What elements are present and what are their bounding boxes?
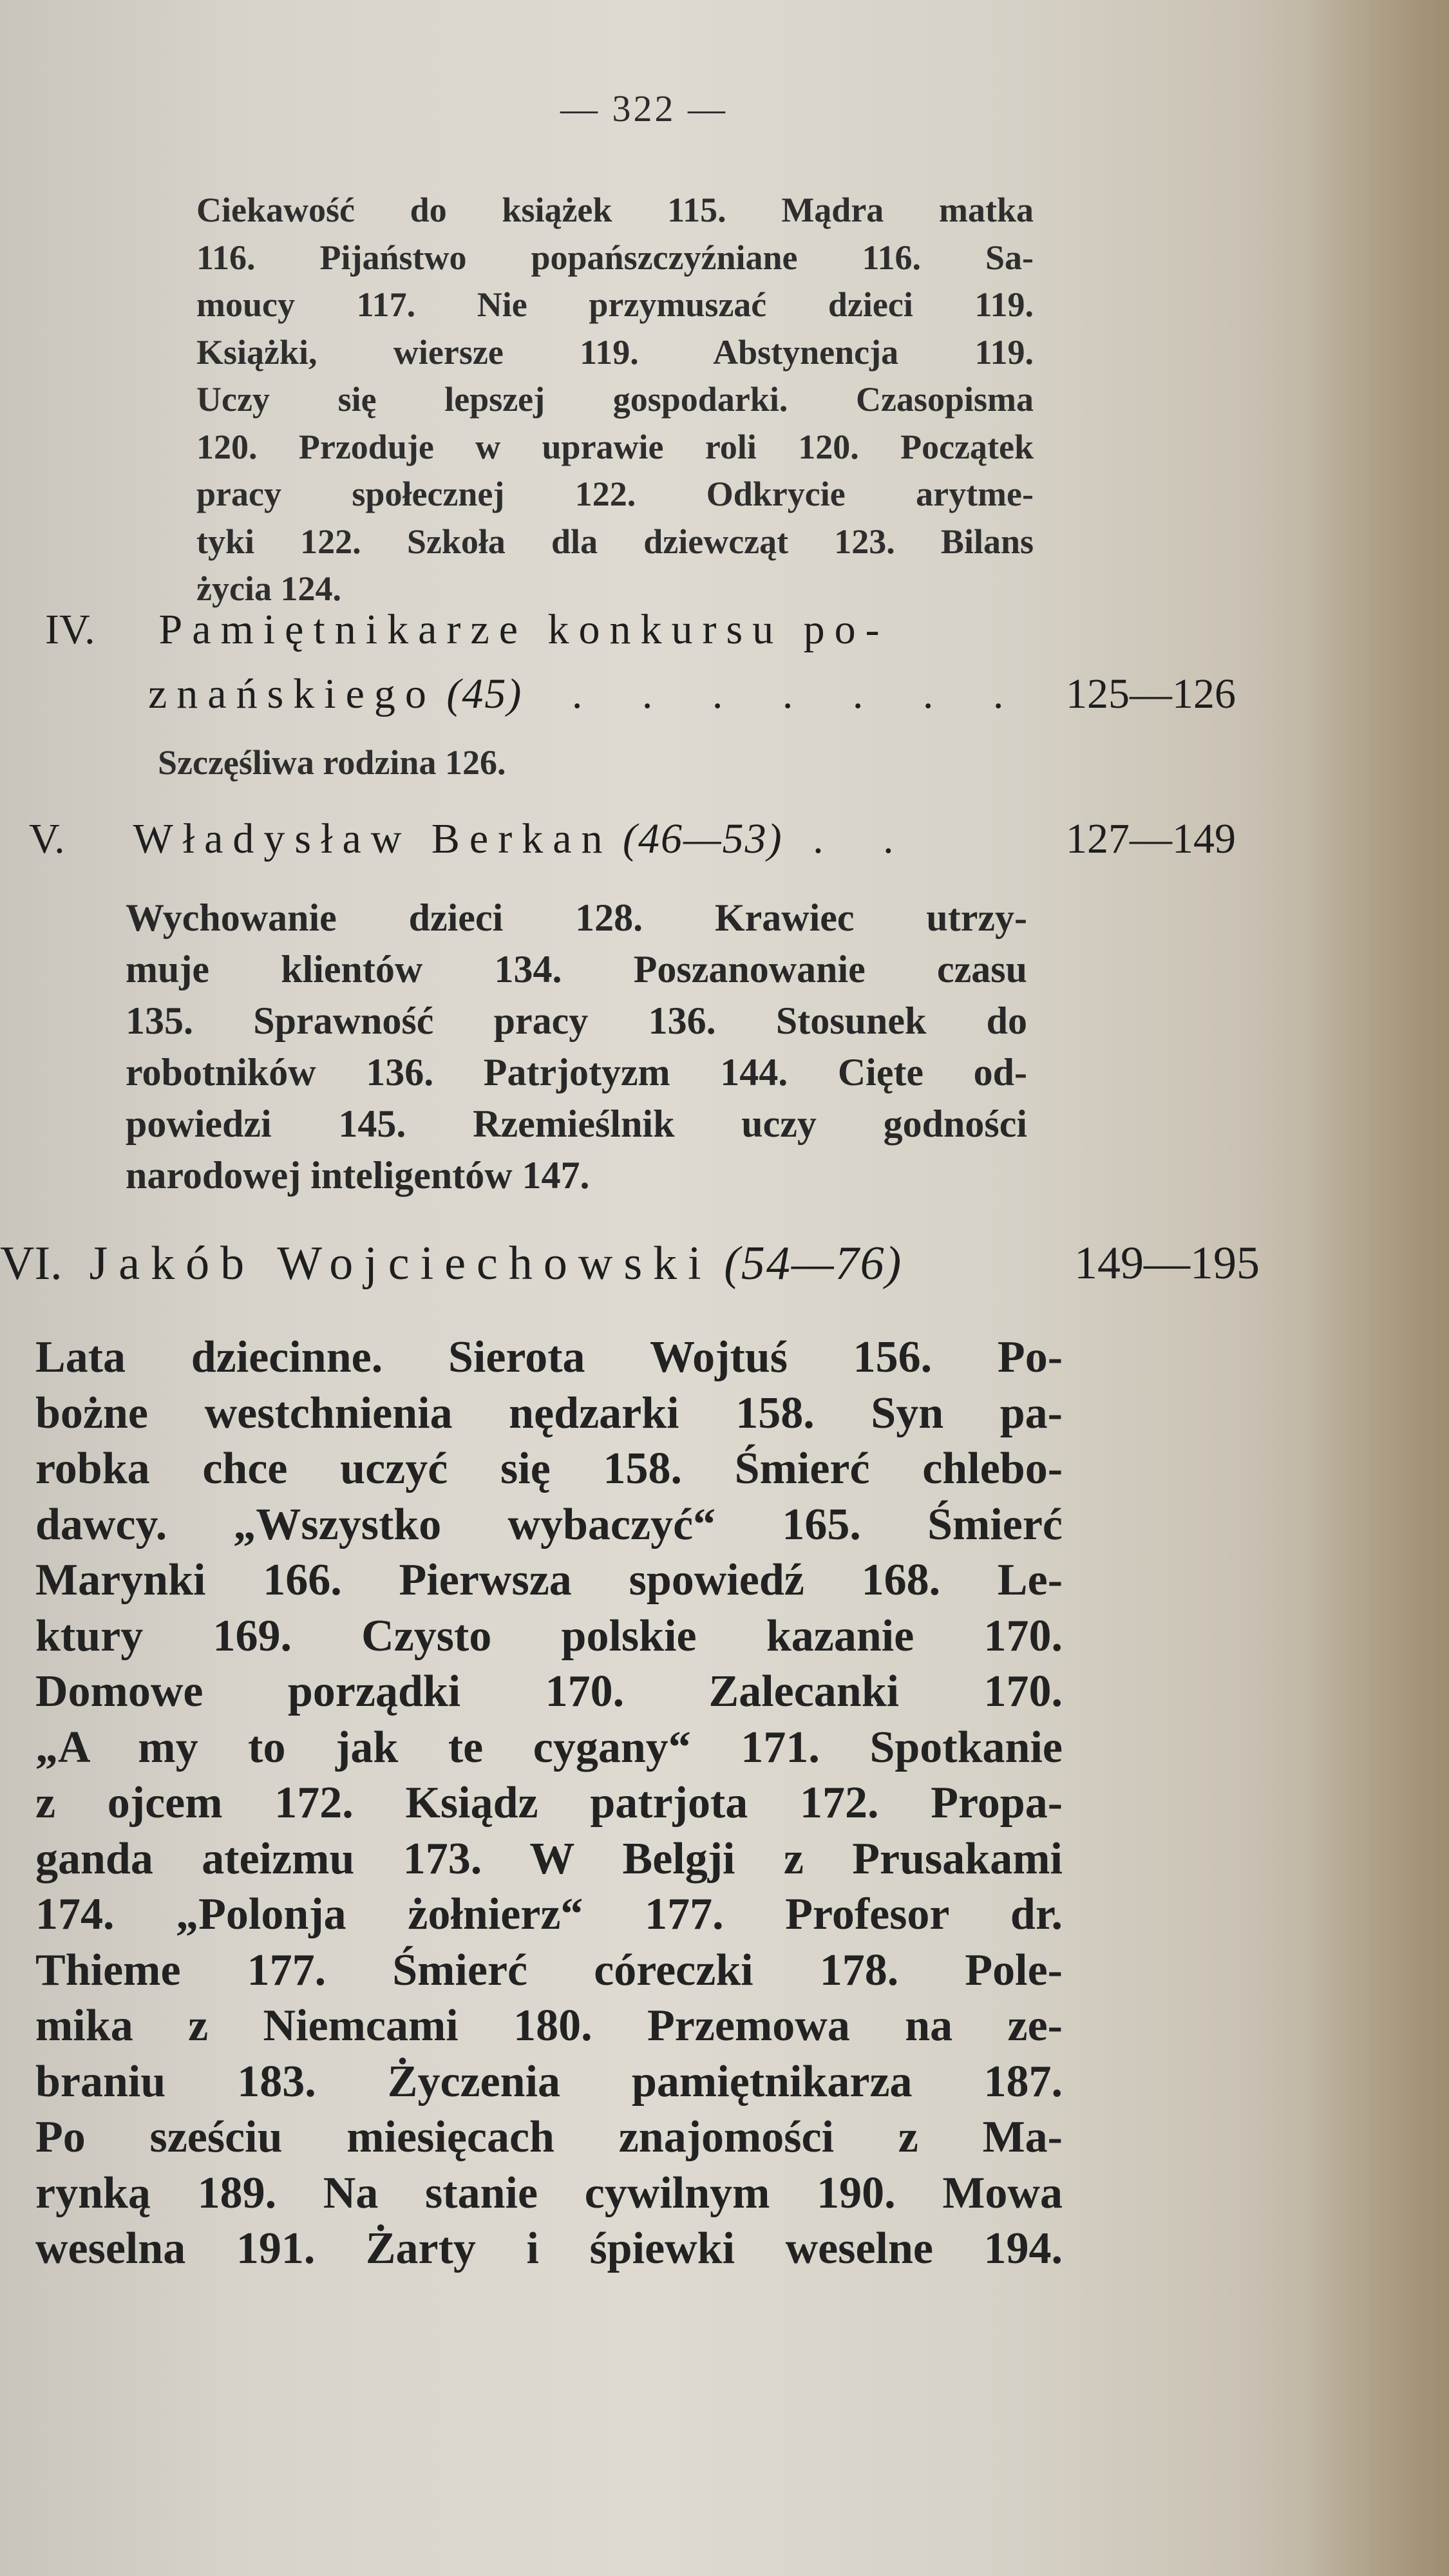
summary-line: „A my to jak te cygany“ 171. Spotkanie: [35, 1722, 1063, 1772]
summary-line: braniu 183. Życzenia pamiętnikarza 187.: [35, 2056, 1063, 2107]
entry-v-pages: 127—149: [1066, 815, 1236, 862]
entry-v-summary: [126, 892, 1027, 1201]
entry-v-heading: [29, 815, 918, 864]
entry-vi-heading: [0, 1236, 902, 1291]
summary-line: mika z Niemcami 180. Przemowa na ze-: [35, 2001, 1063, 2050]
summary-line: pracy społecznej 122. Odkrycie arytme-: [196, 475, 1034, 513]
summary-line: muje klientów 134. Poszanowanie czasu: [126, 948, 1027, 990]
summary-line: Lata dziecinne. Sierota Wojtuś 156. Po-: [35, 1332, 1063, 1382]
entry-iv-heading-line2: [148, 670, 1028, 719]
summary-line: Po sześciu miesięcach znajomości z Ma-: [35, 2112, 1063, 2162]
entry-ref: (46—53): [623, 815, 783, 862]
entry-vi-pages: 149—195: [1074, 1237, 1260, 1289]
summary-line: Książki, wiersze 119. Abstynencja 119.: [196, 332, 1034, 372]
summary-line: Thieme 177. Śmierć córeczki 178. Pole-: [35, 1945, 1063, 1995]
summary-line: życia 124.: [196, 569, 341, 608]
entry-numeral: V.: [29, 815, 65, 862]
page-number: — 322 —: [560, 88, 728, 129]
summary-line: z ojcem 172. Ksiądz patrjota 172. Propa-: [35, 1778, 1063, 1828]
summary-line: dawcy. „Wszystko wybaczyć“ 165. Śmierć: [35, 1499, 1063, 1549]
leader-dots: . . . . . . .: [571, 670, 1028, 717]
summary-line: narodowej inteligentów 147.: [126, 1154, 590, 1197]
entry-ref: (45): [446, 670, 523, 717]
summary-line: bożne westchnienia nędzarki 158. Syn pa-: [35, 1388, 1063, 1438]
summary-block-continued: [196, 187, 1034, 613]
summary-line: Marynki 166. Pierwsza spowiedź 168. Le-: [35, 1555, 1063, 1605]
summary-line: 174. „Polonja żołnierz“ 177. Profesor dr.: [35, 1889, 1063, 1939]
summary-line: ktury 169. Czysto polskie kazanie 170.: [35, 1611, 1063, 1661]
summary-line: 116. Pijaństwo popańszczyźniane 116. Sa-: [196, 238, 1034, 277]
entry-title: Pamiętnikarze konkursu po-: [158, 606, 889, 653]
entry-iv-pages: 125—126: [1066, 670, 1236, 717]
summary-line: weselna 191. Żarty i śpiewki weselne 194.: [35, 2224, 1063, 2273]
summary-line: rynką 189. Na stanie cywilnym 190. Mowa: [35, 2168, 1063, 2218]
entry-vi-summary: [35, 1330, 1063, 2277]
leader-dots: . .: [813, 815, 918, 862]
entry-title: Władysław Berkan: [133, 815, 612, 862]
entry-iv-summary: Szczęśliwa rodzina 126.: [158, 743, 506, 782]
summary-line: 135. Sprawność pracy 136. Stosunek do: [126, 999, 1027, 1042]
summary-line: moucy 117. Nie przymuszać dzieci 119.: [196, 285, 1034, 324]
summary-line: robka chce uczyć się 158. Śmierć chlebo-: [35, 1444, 1063, 1493]
entry-title: Jakób Wojciechowski: [89, 1237, 712, 1290]
summary-line: Domowe porządki 170. Zalecanki 170.: [35, 1667, 1063, 1716]
summary-line: Uczy się lepszej gospodarki. Czasopisma: [196, 380, 1034, 419]
entry-numeral: IV.: [45, 606, 95, 653]
entry-ref: (54—76): [724, 1237, 903, 1290]
entry-iv-heading-line1: [45, 605, 889, 654]
summary-line: powiedzi 145. Rzemieślnik uczy godności: [126, 1103, 1027, 1145]
summary-line: robotników 136. Patrjotyzm 144. Cięte od-: [126, 1051, 1027, 1094]
summary-line: Wychowanie dzieci 128. Krawiec utrzy-: [126, 896, 1027, 939]
entry-numeral: VI.: [0, 1237, 62, 1290]
entry-title-continued: znańskiego: [148, 670, 436, 717]
summary-line: tyki 122. Szkoła dla dziewcząt 123. Bilans: [196, 522, 1034, 561]
summary-line: 120. Przoduje w uprawie roli 120. Początek: [196, 427, 1034, 466]
page-gutter-shadow: [1307, 0, 1449, 2576]
summary-line: ganda ateizmu 173. W Belgji z Prusakami: [35, 1833, 1063, 1884]
summary-line: Ciekawość do książek 115. Mądra matka: [196, 191, 1034, 229]
